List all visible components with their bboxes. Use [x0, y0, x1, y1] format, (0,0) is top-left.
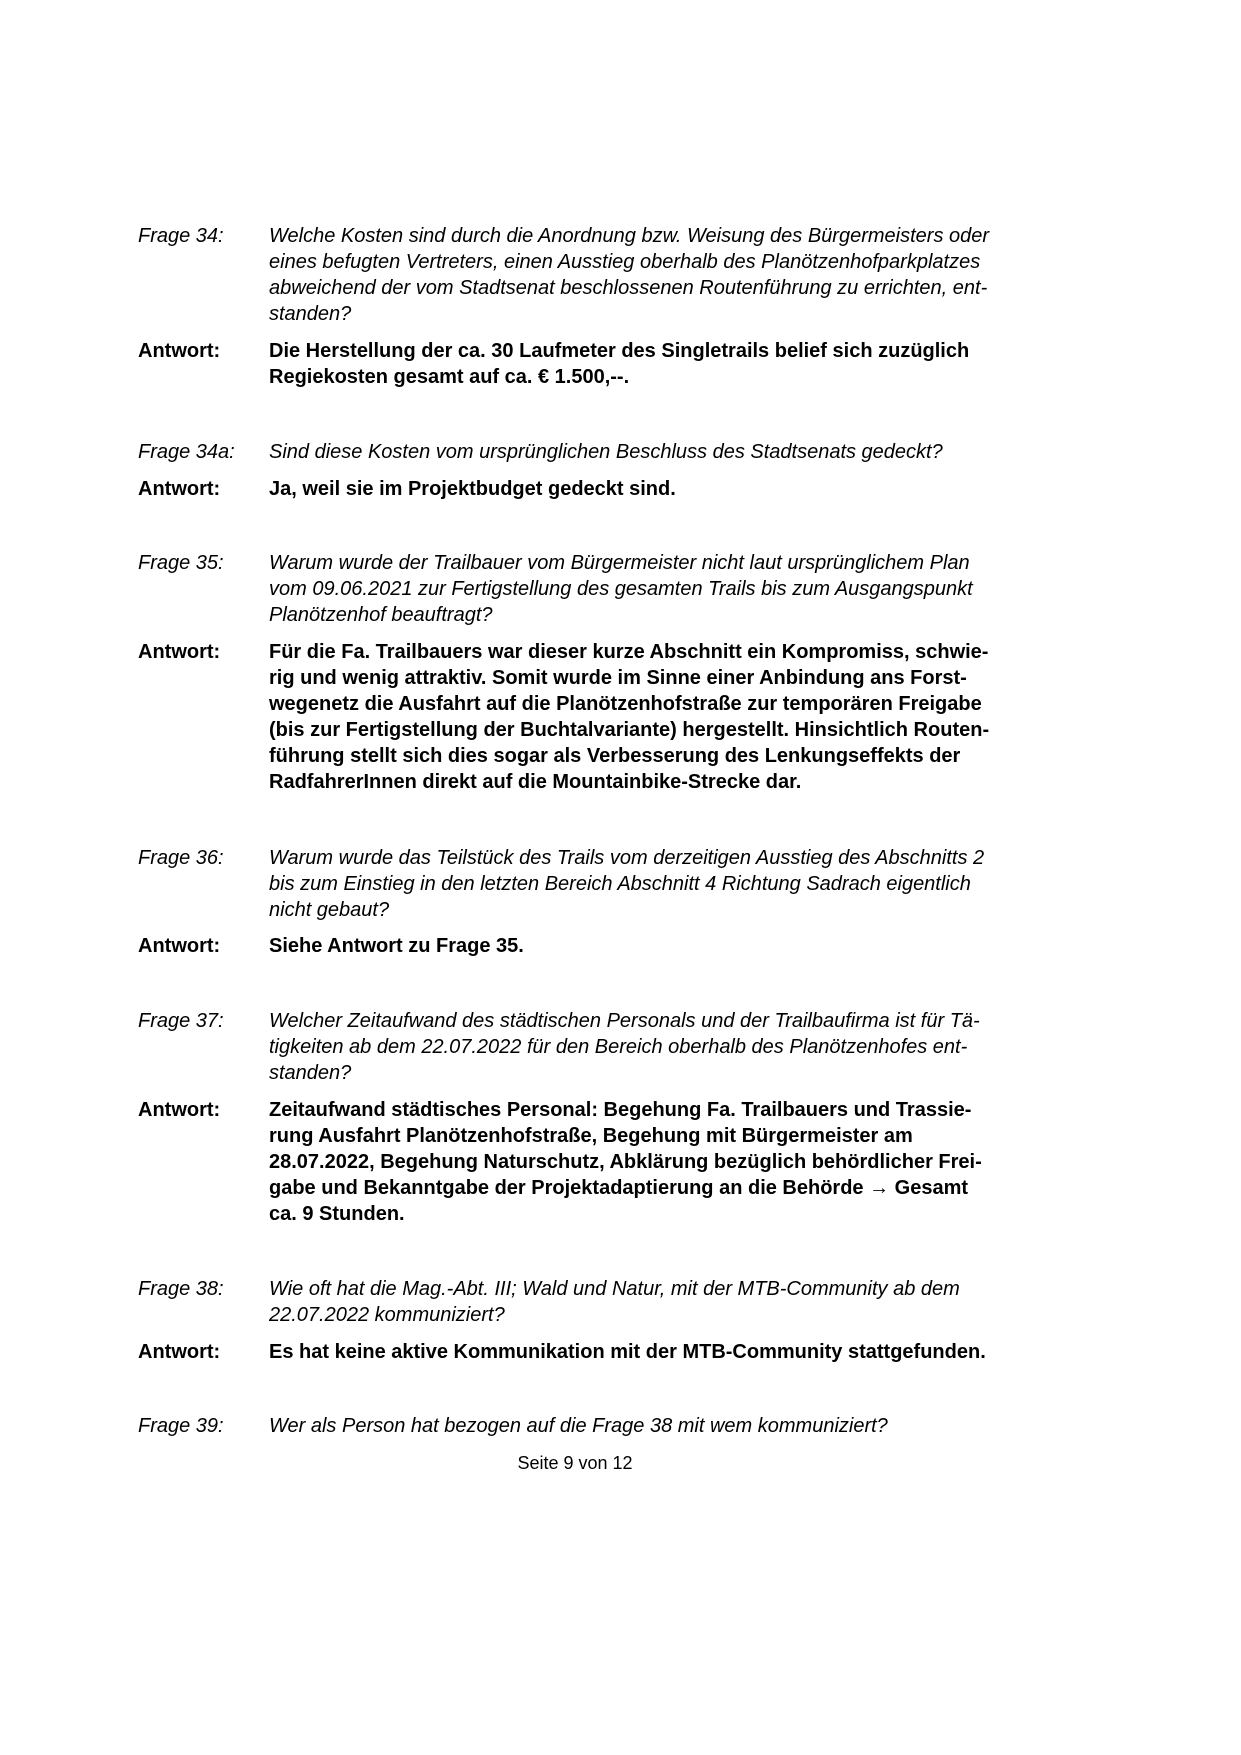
answer-block	[138, 1097, 1038, 1227]
text-line: abweichend der vom Stadtsenat beschlossenen Routenführung zu errichten, ent-	[269, 277, 988, 299]
text-line: (bis zur Fertigstellung der Buchtalvariante) hergestellt. Hinsichtlich Routen-	[269, 719, 990, 741]
text-line: Zeitaufwand städtisches Personal: Begehung Fa. Trailbauers und Trassie-	[269, 1099, 972, 1121]
text-line: Sind diese Kosten vom ursprünglichen Beschluss des Stadtsenats gedeckt?	[269, 441, 943, 463]
text-line: Warum wurde das Teilstück des Trails vom derzeitigen Ausstieg des Abschnitts 2	[269, 847, 985, 869]
question-label: Frage 34a:	[138, 441, 235, 463]
question-block	[138, 1276, 1038, 1328]
question-label: Frage 34:	[138, 225, 224, 247]
answer-block	[138, 338, 1038, 390]
question-label: Frage 36:	[138, 847, 224, 869]
text-line: Ja, weil sie im Projektbudget gedeckt sind.	[269, 478, 676, 500]
text-line: Welcher Zeitaufwand des städtischen Personals und der Trailbaufirma ist für Tä-	[269, 1010, 980, 1032]
answer-label: Antwort:	[138, 1341, 221, 1363]
text-line: Wer als Person hat bezogen auf die Frage 38 mit wem kommuniziert?	[269, 1415, 888, 1437]
text-line: vom 09.06.2021 zur Fertigstellung des gesamten Trails bis zum Ausgangspunkt	[269, 578, 973, 600]
question-text	[269, 1276, 1038, 1328]
text-line: gabe und Bekanntgabe der Projektadaptierung an die Behörde → Gesamt	[269, 1177, 969, 1199]
question-block	[138, 223, 1038, 327]
question-block	[138, 1413, 1038, 1439]
question-text	[269, 1413, 1038, 1439]
answer-label: Antwort:	[138, 478, 221, 500]
answer-label: Antwort:	[138, 340, 221, 362]
answer-block	[138, 639, 1038, 795]
question-block	[138, 439, 1038, 465]
answer-label: Antwort:	[138, 935, 221, 957]
text-line: RadfahrerInnen direkt auf die Mountainbike-Strecke dar.	[269, 771, 802, 793]
answer-text	[269, 1339, 1038, 1365]
text-line: führung stellt sich dies sogar als Verbesserung des Lenkungseffekts der	[269, 745, 961, 767]
text-line: Siehe Antwort zu Frage 35.	[269, 935, 524, 957]
answer-text	[269, 338, 1038, 390]
text-line: Es hat keine aktive Kommunikation mit der MTB-Community stattgefunden.	[269, 1341, 986, 1363]
answer-text	[269, 476, 1038, 502]
answer-text	[269, 639, 1038, 795]
answer-block	[138, 476, 1038, 502]
text-line: Wie oft hat die Mag.-Abt. III; Wald und Natur, mit der MTB-Community ab dem	[269, 1278, 960, 1300]
text-line: eines befugten Vertreters, einen Ausstieg oberhalb des Planötzenhofparkplatzes	[269, 251, 981, 273]
text-line: tigkeiten ab dem 22.07.2022 für den Bereich oberhalb des Planötzenhofes ent-	[269, 1036, 968, 1058]
text-line: 22.07.2022 kommuniziert?	[269, 1304, 505, 1326]
text-line: Die Herstellung der ca. 30 Laufmeter des Singletrails belief sich zuzüglich	[269, 340, 970, 362]
text-line: 28.07.2022, Begehung Naturschutz, Abklärung bezüglich behördlicher Frei-	[269, 1151, 982, 1173]
question-label: Frage 38:	[138, 1278, 224, 1300]
question-text	[269, 439, 1038, 465]
text-line: bis zum Einstieg in den letzten Bereich Abschnitt 4 Richtung Sadrach eigentlich	[269, 873, 971, 895]
answer-block	[138, 933, 1038, 959]
question-text	[269, 223, 1038, 327]
question-block	[138, 550, 1038, 628]
text-line: Regiekosten gesamt auf ca. € 1.500,--.	[269, 366, 630, 388]
text-line: ca. 9 Stunden.	[269, 1203, 405, 1225]
answer-block	[138, 1339, 1038, 1365]
answer-text	[269, 933, 1038, 959]
text-line: standen?	[269, 1062, 352, 1084]
question-block	[138, 1008, 1038, 1086]
question-label: Frage 35:	[138, 552, 224, 574]
question-label: Frage 37:	[138, 1010, 224, 1032]
question-text	[269, 550, 1038, 628]
text-line: rig und wenig attraktiv. Somit wurde im Sinne einer Anbindung ans Forst-	[269, 667, 967, 689]
text-line: rung Ausfahrt Planötzenhofstraße, Begehung mit Bürgermeister am	[269, 1125, 913, 1147]
text-line: Für die Fa. Trailbauers war dieser kurze Abschnitt ein Kompromiss, schwie-	[269, 641, 989, 663]
question-text	[269, 845, 1038, 923]
text-line: wegenetz die Ausfahrt auf die Planötzenhofstraße zur temporären Freigabe	[269, 693, 982, 715]
text-line: nicht gebaut?	[269, 899, 390, 921]
text-line: Warum wurde der Trailbauer vom Bürgermeister nicht laut ursprünglichem Plan	[269, 552, 970, 574]
question-text	[269, 1008, 1038, 1086]
page-number: Seite 9 von 12	[517, 1453, 633, 1473]
text-line: standen?	[269, 303, 352, 325]
answer-label: Antwort:	[138, 641, 221, 663]
question-label: Frage 39:	[138, 1415, 224, 1437]
text-line: Planötzenhof beauftragt?	[269, 604, 493, 626]
answer-label: Antwort:	[138, 1099, 221, 1121]
text-line: Welche Kosten sind durch die Anordnung bzw. Weisung des Bürgermeisters oder	[269, 225, 990, 247]
answer-text	[269, 1097, 1038, 1227]
question-block	[138, 845, 1038, 923]
